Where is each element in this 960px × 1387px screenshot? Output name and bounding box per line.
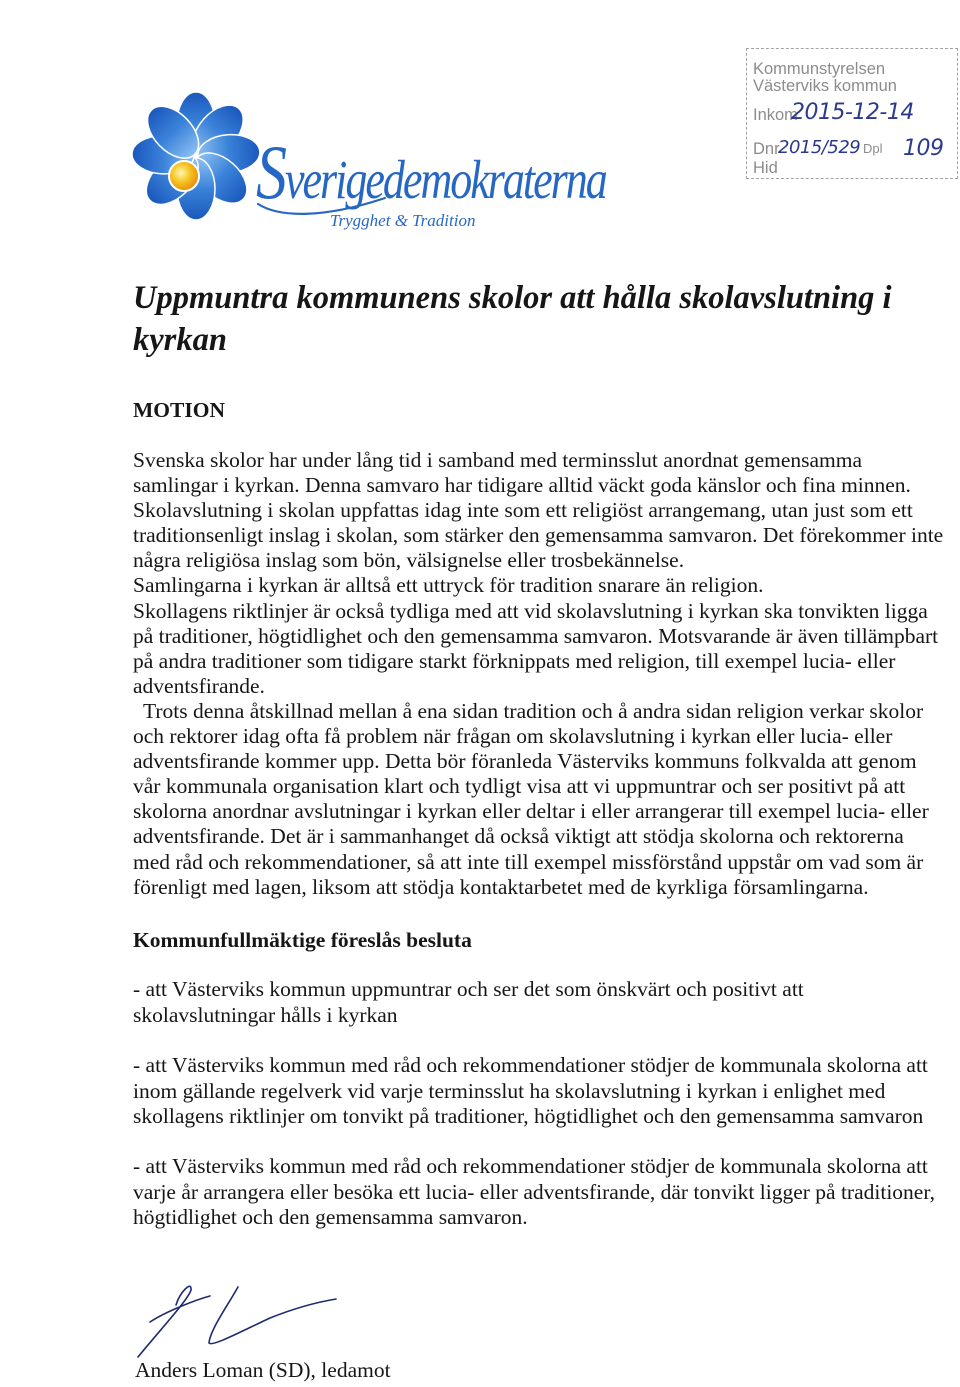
body-line: skolorna anordnar avslutningar i kyrkan eller deltar i eller arrangerar till exempel lucia- eller [133, 799, 929, 824]
received-stamp [746, 48, 958, 179]
body-line: med råd och rekommendationer, så att inte till exempel missförstånd uppstår om vad som är [133, 849, 924, 874]
body-line: vår kommunala organisation klart och tydligt visa att vi uppmuntrar och ser positivt på att [133, 774, 906, 799]
body-line: på traditioner, högtidlighet och den gemensamma samvaron. Motsvarande är även tillämpbart [133, 623, 939, 648]
proposal-heading: Kommunfullmäktige föreslås besluta [133, 928, 472, 952]
body-line: adventsfirande. Det är i sammanhanget då också viktigt att stödja skolorna och rektorerna [133, 824, 904, 849]
stamp-organization: Kommunstyrelsen [753, 60, 886, 78]
document-title [133, 277, 892, 361]
proposal-item [133, 1154, 935, 1231]
motion-body [133, 448, 943, 900]
proposal-line: varje år arrangera eller besöka ett lucia- eller adventsfirande, där tonvikt ligger på traditioner, [133, 1179, 936, 1204]
proposal-line: - att Västerviks kommun uppmuntrar och ser det som önskvärt och positivt att [133, 977, 804, 1001]
stamp-filing-code: 109 [903, 136, 944, 161]
flower-center [169, 161, 199, 191]
proposal-line: inom gällande regelverk vid varje terminsslut ha skolavslutning i kyrkan i enlighet med [133, 1078, 886, 1103]
body-line: Skolavslutning i skolan uppfattas idag inte som ett religiöst arrangemang, utan just som ett [133, 498, 913, 523]
party-wordmark: Sverigedemokraterna [256, 130, 606, 216]
proposal-line: skolavslutningar hålls i kyrkan [133, 1002, 398, 1027]
party-tagline: Trygghet & Tradition [330, 211, 476, 230]
proposal-item [133, 977, 804, 1028]
stamp-hid-label: Hid [753, 159, 778, 177]
signatory-name: Anders Loman (SD), ledamot [135, 1358, 391, 1382]
stamp-received-label: Inkom [753, 106, 798, 124]
body-line: traditionsenligt inslag i skolan, som stärker den gemensamma samvaron. Det förekommer inte [133, 523, 944, 548]
body-line: förenligt med lagen, liksom att stödja kontaktarbetet med de kyrkliga församlingarna. [133, 874, 869, 899]
body-line: adventsfirande kommer upp. Detta bör föranleda Västerviks kommuns folkvalda att genom [133, 749, 917, 774]
body-line: Trots denna åtskillnad mellan å ena sidan tradition och å andra sidan religion verkar skolor [143, 698, 924, 723]
body-line: och rektorer idag ofta få problem när frågan om skolavslutning i kyrkan eller lucia- eller [133, 724, 893, 749]
body-line: samlingar i kyrkan. Denna samvaro har tidigare alltid väckt goda känslor och fina minnen. [133, 473, 911, 498]
stamp-filing-label: Dpl [863, 141, 883, 156]
stamp-municipality: Västerviks kommun [753, 77, 897, 95]
handwritten-signature [120, 1270, 360, 1365]
body-line: Svenska skolor har under lång tid i samband med terminsslut anordnat gemensamma [133, 448, 863, 472]
proposal-line: skollagens riktlinjer om tonvikt på traditioner, högtidlighet och den gemensamma samvaron [133, 1104, 924, 1128]
proposal-line: - att Västerviks kommun med råd och rekommendationer stödjer de kommunala skolorna att [133, 1154, 928, 1178]
stamp-received-date: 2015-12-14 [791, 100, 914, 125]
proposal-line: högtidlighet och den gemensamma samvaron. [133, 1205, 528, 1229]
stamp-case-number: 2015/529 [778, 137, 861, 158]
body-line: Samlingarna i kyrkan är alltså ett uttryck för tradition snarare än religion. [133, 573, 764, 598]
body-line: några religiösa inslag som bön, välsignelse eller trosbekännelse. [133, 548, 685, 573]
title-line: Uppmuntra kommunens skolor att hålla skolavslutning i [133, 280, 892, 316]
proposal-item [133, 1053, 928, 1130]
stamp-case-number-label: Dnr [753, 140, 780, 158]
body-line: adventsfirande. [133, 673, 265, 698]
proposal-line: - att Västerviks kommun med råd och rekommendationer stödjer de kommunala skolorna att [133, 1053, 928, 1077]
title-line: kyrkan [133, 322, 227, 358]
body-line: Skollagens riktlinjer är också tydliga med att vid skolavslutning i kyrkan ska tonvikten ligga [133, 598, 928, 623]
body-line: på andra traditioner som tidigare starkt förknippats med religion, till exempel lucia- eller [133, 648, 896, 673]
document-type-heading: MOTION [133, 398, 225, 422]
